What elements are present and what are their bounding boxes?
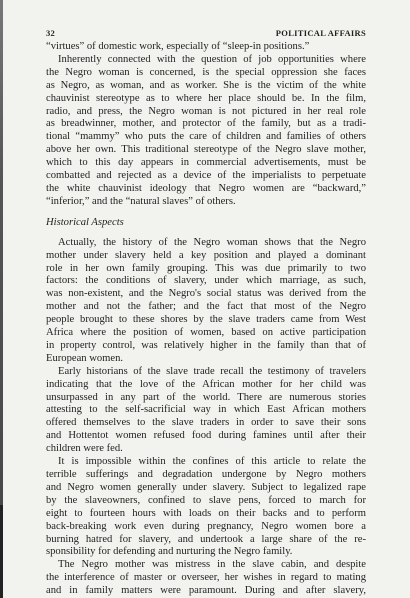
text-line: combatted and rejected as a device of the imperialists to perpetuate — [46, 170, 366, 182]
paragraph — [46, 559, 366, 598]
text-line: children were fed. — [46, 443, 123, 455]
text-line: Inherently connected with the question of job opportunities where — [58, 53, 366, 65]
text-line: sponsibility for defending and nurturing the Negro family. — [46, 546, 293, 558]
text-line: radio, and press, the Negro woman is not pictured in her real role — [46, 105, 366, 117]
text-line: back-breaking work even during pregnancy, Negro women bore a — [46, 520, 366, 532]
running-header — [46, 28, 366, 38]
text-line: terrible sufferings and degradation undergone by Negro mothers — [46, 469, 366, 480]
text-line: attesting to the self-sacrificial way in which East African mothers — [46, 404, 366, 416]
text-line: chauvinist stereotype as to where her place should be. In the film, — [46, 92, 366, 104]
text-line: which to this day appears in commercial advertisements, must be — [46, 157, 366, 169]
text-line: the Negro woman is concerned, is the special oppression she faces — [46, 66, 366, 78]
text-line: was non-existent, and the Negro's social status was derived from the — [46, 288, 366, 300]
text-line: tional “mammy” who puts the care of children and families of others — [46, 131, 366, 143]
text-line: Africa where the position of women, based on active participation — [46, 327, 366, 339]
text-line: offered themselves to the slave traders in order to save their sons — [46, 417, 366, 429]
article-body — [46, 41, 366, 598]
text-line: by the slaveowners, confined to slave pens, forced to march for — [46, 494, 366, 506]
text-line: Early historians of the slave trade recall the testimony of travelers — [58, 365, 366, 377]
text-line: the interference of master or overseer, her wishes in regard to mating — [46, 572, 366, 584]
paragraph — [46, 54, 366, 209]
text-line: as Negro, as woman, and as worker. She is the victim of the white — [46, 79, 366, 91]
paragraph — [46, 456, 366, 559]
text-line: in property control, was relatively higher in the family than that of — [46, 339, 366, 351]
page-binding-edge — [0, 0, 3, 598]
text-line: unsurpassed in any part of the world. There are numerous stories — [46, 391, 366, 403]
text-line: as breadwinner, mother, and protector of the family, but as a tradi- — [46, 118, 366, 130]
paragraph — [46, 366, 366, 456]
text-line: burning hatred for slavery, and undertook a large share of the re- — [46, 533, 366, 545]
text-line: and Negro women generally under slavery. Subject to legalized rape — [46, 481, 366, 493]
text-line: It is impossible within the confines of this article to relate the — [58, 456, 366, 468]
page-number: 32 — [46, 28, 56, 38]
text-line: and Hottentot women refused food during famines until after their — [46, 430, 366, 442]
text-line: factors: the conditions of slavery, under which marriage, as such, — [46, 275, 366, 287]
running-title: POLITICAL AFFAIRS — [275, 28, 366, 38]
text-line: European women. — [46, 352, 124, 364]
text-line: people brought to these shores by the slave traders came from West — [46, 314, 366, 326]
text-line: Actually, the history of the Negro woman shows that the Negro — [58, 236, 366, 248]
text-line: the white chauvinist ideology that Negro women are “backward,” — [46, 182, 366, 194]
text-line: indicating that the love of the African mother for her child was — [46, 378, 366, 390]
text-line: eight to fourteen hours with loads on their backs and to perform — [46, 507, 366, 519]
text-line: “inferior,” and the “natural slaves” of others. — [46, 195, 236, 207]
text-line: mother and not the father; and the fact that most of the Negro — [46, 301, 366, 313]
text-line: The Negro mother was mistress in the slave cabin, and despite — [58, 559, 366, 571]
text-line: “virtues” of domestic work, especially of “sleep-in positions.” — [46, 41, 310, 52]
paragraph — [46, 41, 366, 54]
section-heading: Historical Aspects — [46, 216, 124, 228]
text-line: and in family matters were paramount. During and after slavery, — [46, 585, 366, 597]
text-line: above her own. This traditional stereotype of the Negro slave mother, — [46, 144, 366, 156]
paragraph — [46, 237, 366, 366]
text-line: role in her own family grouping. This was due primarily to two — [46, 262, 366, 274]
text-line: mother under slavery held a key position and played a dominant — [46, 249, 366, 261]
